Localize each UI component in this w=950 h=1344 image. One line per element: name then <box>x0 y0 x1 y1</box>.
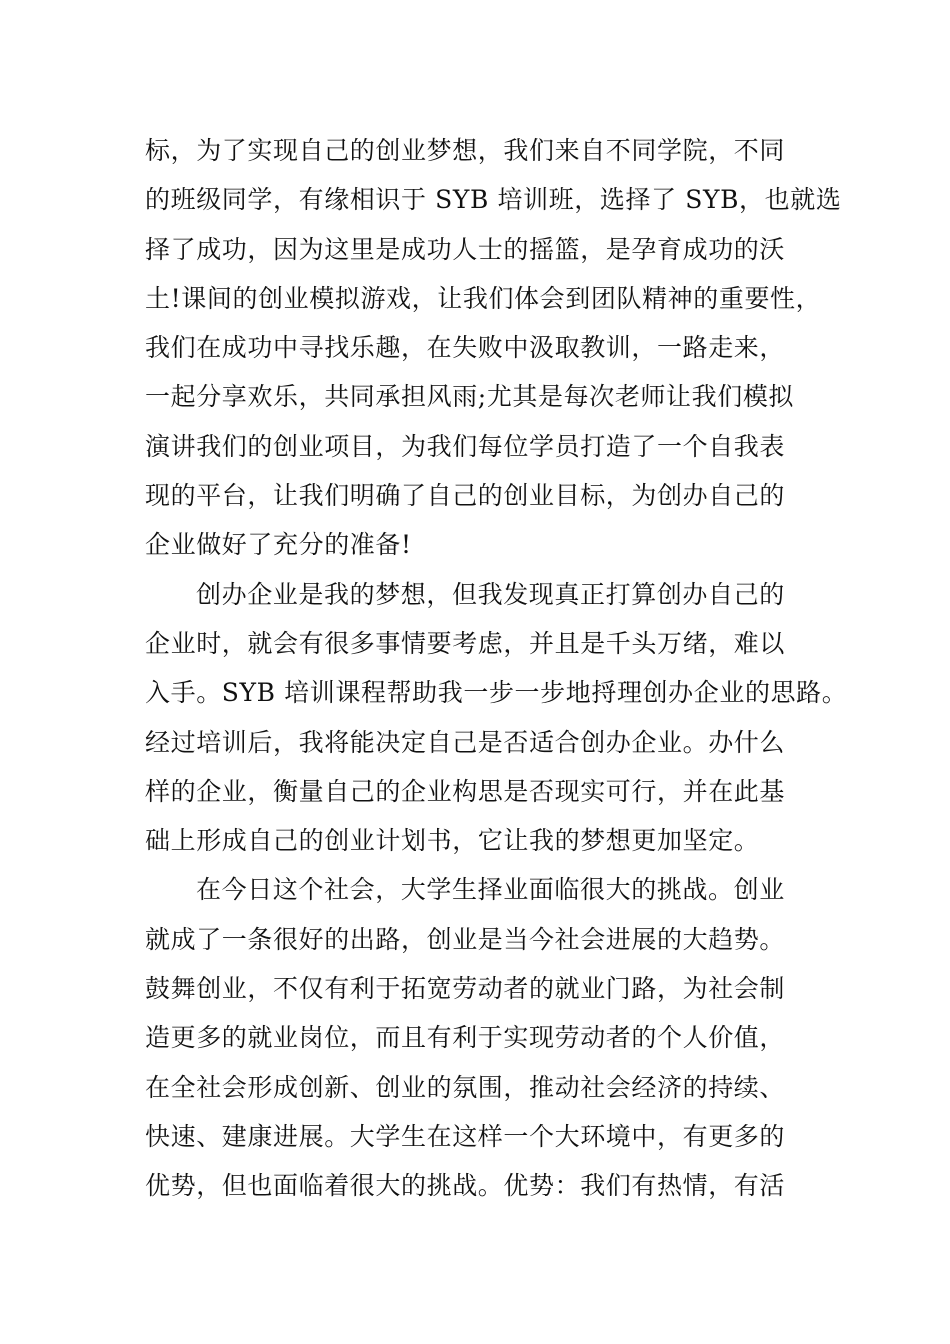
text-line: 造更多的就业岗位，而且有利于实现劳动者的个人价值， <box>145 1023 786 1053</box>
text-line: 现的平台，让我们明确了自己的创业目标，为创办自己的 <box>145 481 786 511</box>
text-line: 在今日这个社会，大学生择业面临很大的挑战。创业 <box>196 875 785 905</box>
paragraph-3 <box>145 865 835 1210</box>
text-line: 就成了一条很好的出路，创业是当今社会进展的大趋势。 <box>145 924 786 954</box>
text-line: 经过培训后，我将能决定自己是否适合创办企业。办什么 <box>145 727 786 757</box>
text-line: 入手。SYB 培训课程帮助我一步一步地捋理创办企业的思路。 <box>145 678 848 708</box>
text-line: 企业时，就会有很多事情要考虑，并且是千头万绪，难以 <box>145 628 786 658</box>
text-line: 在全社会形成创新、创业的氛围，推动社会经济的持续、 <box>145 1072 786 1102</box>
text-line: 择了成功，因为这里是成功人士的摇篮，是孕育成功的沃 <box>145 234 786 264</box>
text-line: 快速、建康进展。大学生在这样一个大环境中，有更多的 <box>145 1121 786 1151</box>
text-line: 企业做好了充分的准备! <box>145 530 412 560</box>
text-line: 创办企业是我的梦想，但我发现真正打算创办自己的 <box>196 579 785 609</box>
paragraph-1 <box>145 126 842 570</box>
text-line: 的班级同学，有缘相识于 SYB 培训班，选择了 SYB，也就选 <box>145 185 842 215</box>
paragraph-2 <box>145 570 848 866</box>
text-line: 标，为了实现自己的创业梦想，我们来自不同学院，不同 <box>145 136 786 165</box>
text-line: 土!课间的创业模拟游戏，让我们体会到团队精神的重要性， <box>145 283 822 313</box>
text-line: 础上形成自己的创业计划书，它让我的梦想更加坚定。 <box>145 826 760 856</box>
text-line: 鼓舞创业，不仅有利于拓宽劳动者的就业门路，为社会制 <box>145 974 786 1004</box>
body-text <box>145 126 848 1211</box>
text-line: 优势，但也面临着很大的挑战。优势：我们有热情，有活 <box>145 1171 786 1201</box>
text-line: 我们在成功中寻找乐趣，在失败中汲取教训，一路走来， <box>145 333 786 363</box>
text-line: 一起分享欢乐，共同承担风雨;尤其是每次老师让我们模拟 <box>145 382 795 412</box>
text-line: 样的企业，衡量自己的企业构思是否现实可行，并在此基 <box>145 776 786 806</box>
text-line: 演讲我们的创业项目，为我们每位学员打造了一个自我表 <box>145 431 786 461</box>
